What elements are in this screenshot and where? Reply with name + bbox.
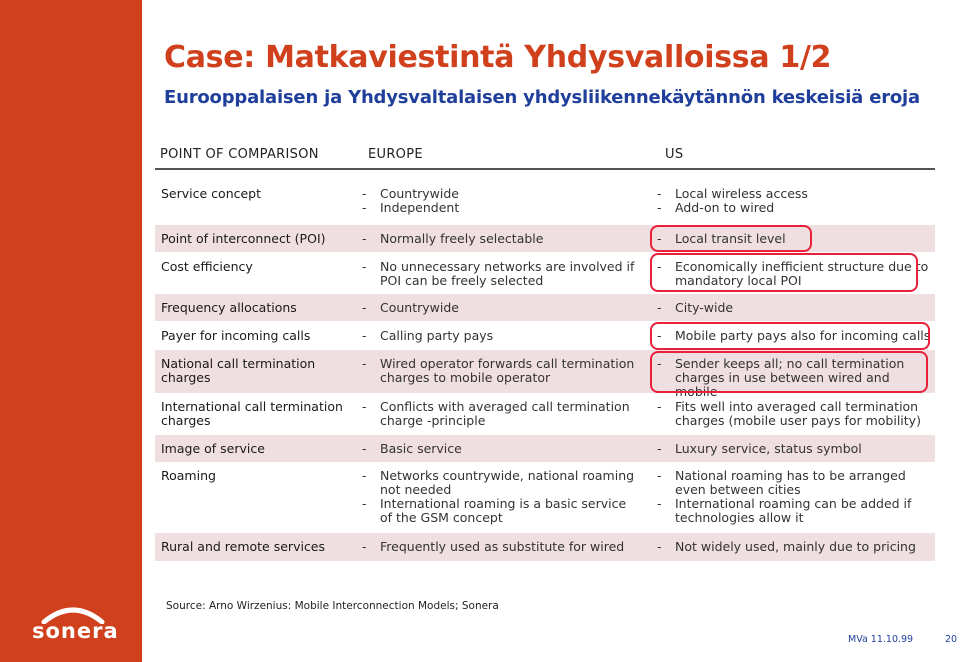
europe-text-line: Wired operator forwards call termination — [380, 356, 635, 371]
row-label-line: National call termination — [161, 356, 316, 371]
europe-text-line: International roaming is a basic service — [380, 496, 627, 511]
europe-cell — [362, 540, 642, 554]
row-label — [161, 400, 343, 428]
bullet-dash — [657, 414, 675, 428]
header-point-of-comparison: POINT OF COMPARISON — [160, 147, 319, 162]
highlight-circle-cost — [650, 253, 918, 292]
row-label — [161, 469, 216, 483]
europe-text-line: No unnecessary networks are involved if — [380, 259, 635, 274]
row-label-line: charges — [161, 370, 211, 385]
bullet-dash: - — [657, 231, 662, 246]
bullet-dash: - — [362, 356, 367, 371]
europe-cell — [362, 442, 642, 456]
footer-author-date: MVa 11.10.99 — [848, 634, 914, 645]
europe-text-line: Countrywide — [380, 186, 459, 201]
row-label — [161, 329, 310, 343]
us-text-line: City-wide — [675, 300, 734, 315]
row-label — [161, 301, 297, 315]
bullet-dash — [362, 483, 380, 497]
europe-text-line: Networks countrywide, national roaming — [380, 468, 635, 483]
us-text-line: Luxury service, status symbol — [675, 441, 862, 456]
bullet-dash: - — [657, 468, 662, 483]
bullet-dash: - — [362, 259, 367, 274]
bullet-dash — [657, 511, 675, 525]
row-label-line: Payer for incoming calls — [161, 328, 311, 343]
bullet-dash — [657, 483, 675, 497]
europe-cell — [362, 232, 642, 246]
europe-text-line: Calling party pays — [380, 328, 494, 343]
bullet-dash: - — [362, 200, 367, 215]
bullet-dash: - — [362, 399, 367, 414]
us-text-line: Local wireless access — [675, 186, 808, 201]
europe-text-line: POI can be freely selected — [380, 273, 544, 288]
bullet-dash — [362, 414, 380, 428]
europe-text-line: Independent — [380, 200, 460, 215]
us-text-line: technologies allow it — [675, 510, 804, 525]
us-cell — [657, 442, 933, 456]
bullet-dash: - — [657, 328, 662, 343]
bullet-dash: - — [657, 200, 662, 215]
highlight-circle-termination — [650, 351, 928, 393]
table-row — [155, 225, 935, 252]
table-row — [155, 393, 935, 435]
us-text-line: Local transit level — [675, 231, 786, 246]
europe-text-line: charges to mobile operator — [380, 370, 551, 385]
europe-text-line: Countrywide — [380, 300, 459, 315]
us-text-line: charges in use between wired and mobile — [675, 370, 890, 399]
europe-cell — [362, 260, 642, 288]
bullet-dash: - — [362, 539, 367, 554]
us-text-line: Fits well into averaged call termination — [675, 399, 919, 414]
row-label — [161, 187, 261, 201]
bullet-dash: - — [362, 231, 367, 246]
europe-cell — [362, 187, 642, 215]
us-text-line: mandatory local POI — [675, 273, 802, 288]
europe-text-line: Conflicts with averaged call termination — [380, 399, 630, 414]
us-text-line: National roaming has to be arranged — [675, 468, 906, 483]
bullet-dash: - — [362, 496, 367, 511]
europe-cell — [362, 357, 642, 385]
bullet-dash: - — [657, 259, 662, 274]
us-text-line: Sender keeps all; no call termination — [675, 356, 905, 371]
bullet-dash: - — [657, 496, 662, 511]
table-row — [155, 180, 935, 223]
bullet-dash — [362, 371, 380, 385]
us-cell — [657, 469, 933, 525]
europe-cell — [362, 329, 642, 343]
bullet-dash: - — [657, 399, 662, 414]
row-label-line: Image of service — [161, 441, 265, 456]
brand-sidebar — [0, 0, 142, 662]
europe-text-line: Frequently used as substitute for wired — [380, 539, 625, 554]
bullet-dash: - — [362, 441, 367, 456]
row-label-line: Roaming — [161, 468, 216, 483]
europe-text-line: not needed — [380, 482, 452, 497]
bullet-dash: - — [362, 468, 367, 483]
us-cell — [657, 400, 933, 428]
row-label — [161, 260, 253, 274]
row-label-line: Service concept — [161, 186, 262, 201]
europe-text-line: Normally freely selectable — [380, 231, 544, 246]
bullet-dash — [362, 511, 380, 525]
row-label — [161, 442, 265, 456]
table-row — [155, 462, 935, 533]
bullet-dash: - — [657, 441, 662, 456]
europe-text-line: charge -principle — [380, 413, 486, 428]
us-text-line: charges (mobile user pays for mobility) — [675, 413, 921, 428]
bullet-dash: - — [657, 356, 662, 371]
bullet-dash: - — [362, 186, 367, 201]
row-label-line: charges — [161, 413, 211, 428]
footer-page-number: 20 — [945, 634, 958, 645]
row-label-line: Rural and remote services — [161, 539, 326, 554]
europe-cell — [362, 469, 642, 525]
us-text-line: Add-on to wired — [675, 200, 775, 215]
us-text-line: even between cities — [675, 482, 801, 497]
table-row — [155, 294, 935, 321]
row-label — [161, 540, 325, 554]
europe-text-line: of the GSM concept — [380, 510, 503, 525]
row-label-line: Point of interconnect (POI) — [161, 231, 326, 246]
source-note: Source: Arno Wirzenius: Mobile Interconnection Models; Sonera — [166, 600, 499, 612]
row-label — [161, 357, 315, 385]
row-label-line: Frequency allocations — [161, 300, 297, 315]
europe-cell — [362, 301, 642, 315]
europe-text-line: Basic service — [380, 441, 462, 456]
row-label-line: International call termination — [161, 399, 343, 414]
us-text-line: Economically inefficient structure due to — [675, 259, 929, 274]
us-text-line: International roaming can be added if — [675, 496, 912, 511]
highlight-circle-payer — [650, 322, 930, 350]
table-row — [155, 435, 935, 462]
us-cell — [657, 540, 933, 554]
europe-cell — [362, 400, 642, 428]
bullet-dash — [362, 274, 380, 288]
table-row — [155, 533, 935, 561]
slide-subtitle: Eurooppalaisen ja Yhdysvaltalaisen yhdysliikennekäytännön keskeisiä eroja — [164, 87, 920, 108]
row-label — [161, 232, 326, 246]
row-label-line: Cost efficiency — [161, 259, 253, 274]
bullet-dash: - — [657, 186, 662, 201]
us-cell — [657, 187, 933, 215]
bullet-dash: - — [657, 300, 662, 315]
slide-title: Case: Matkaviestintä Yhdysvalloissa 1/2 — [164, 40, 832, 75]
header-divider — [155, 168, 935, 170]
bullet-dash: - — [362, 300, 367, 315]
bullet-dash: - — [362, 328, 367, 343]
us-cell — [657, 301, 933, 315]
bullet-dash: - — [657, 539, 662, 554]
header-us: US — [665, 147, 684, 162]
us-text-line: Mobile party pays also for incoming calls — [675, 328, 931, 343]
highlight-circle-poi — [650, 225, 812, 252]
sonera-logo: sonera — [32, 619, 119, 643]
header-europe: EUROPE — [368, 147, 423, 162]
us-text-line: Not widely used, mainly due to pricing — [675, 539, 916, 554]
